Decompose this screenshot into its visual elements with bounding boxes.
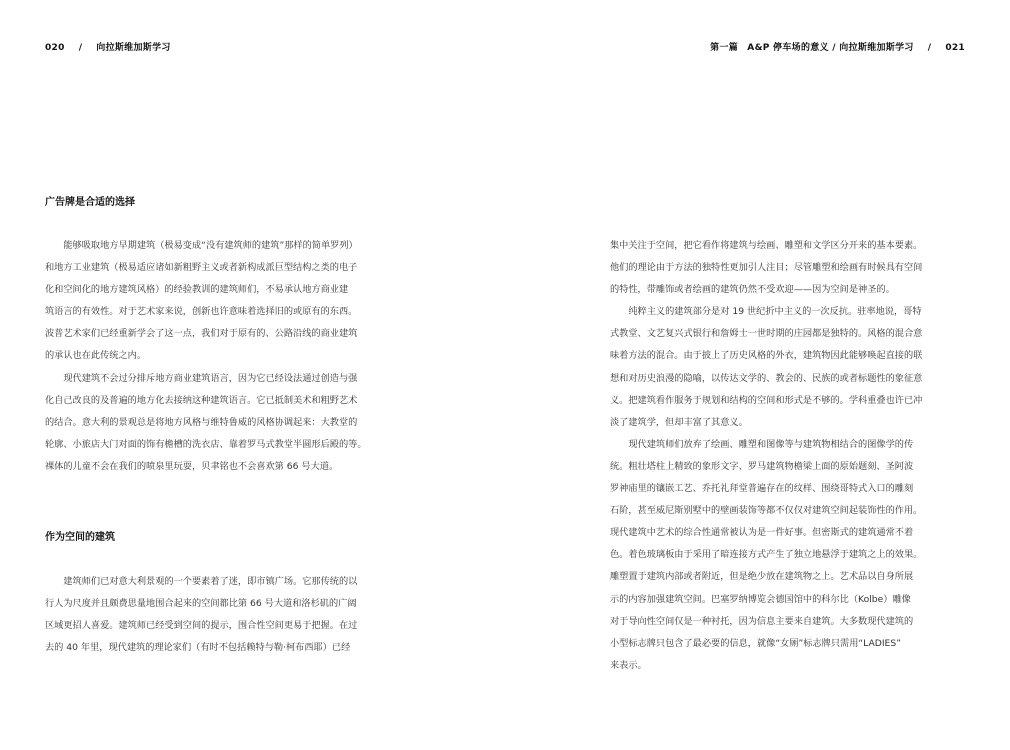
text-line: 罗神庙里的镶嵌工艺、乔托礼拜堂普遍存在的纹样、围绕哥特式入口的雕刻 [610,483,914,495]
left-page-number: 020 [45,43,65,53]
text-line: 现代建筑师们放弃了绘画、雕塑和图像等与建筑物相结合的图像学的传 [610,438,914,450]
right-page-header [710,40,965,53]
text-line: 色。着色玻璃板由于采用了暗连接方式产生了独立地悬浮于建筑之上的效果。 [610,549,923,561]
text-line: 的结合。意大利的景观总是将地方风格与维特鲁威的风格协调起来：大教堂的 [45,416,358,428]
text-line: 能够吸取地方早期建筑（极易变成“没有建筑师的建筑”那样的简单罗列） [45,240,358,251]
text-line: 的特性，带雕饰或者绘画的建筑仍然不受欢迎——因为空间是神圣的。 [610,284,895,296]
right-running-title: 第一篇 A&P 停车场的意义 / 向拉斯维加斯学习 [710,43,914,53]
text-line: 现代建筑中艺术的综合性通常被认为是一件好事。但密斯式的建筑通常不着 [610,527,914,539]
header-separator: / [927,43,932,53]
text-line: 行人为尺度并且颇费思量地围合起来的空间都比第 66 号大道和洛杉矶的广阔 [45,598,357,610]
text-line: 建筑师们已对意大利景观的一个要素着了迷，即市镇广场。它那传统的以 [45,576,358,587]
left-running-title: 向拉斯维加斯学习 [96,43,171,53]
text-line: 筑语言的有效性。对于艺术家来说，创新也许意味着选择旧的或原有的东西。 [45,306,358,318]
text-line: 裸体的儿童不会在我们的喷泉里玩耍，贝聿铭也不会喜欢第 66 号大道。 [45,460,339,472]
text-line: 的承认也在此传统之内。 [45,350,147,362]
right-page-body [610,235,965,677]
section-heading-billboards: 广告牌是合适的选择 [45,197,135,208]
section2-body [45,571,400,659]
text-line: 去的 40 年里，现代建筑的理论家们（有时不包括赖特与勒·柯布西耶）已经 [45,642,351,654]
text-line: 淡了建筑学，但却丰富了其意义。 [610,416,748,428]
text-line: 雕塑置于建筑内部或者附近，但是绝少放在建筑物之上。艺术品以自身所展 [610,571,914,583]
text-line: 区域更招人喜爱。建筑师已经受到空间的提示，围合性空间更易于把握。在过 [45,620,358,632]
text-line: 来表示。 [610,659,647,671]
text-line: 和地方工业建筑（极易适应诸如新粗野主义或者新构成派巨型结构之类的电子 [45,262,358,274]
text-line: 他们的理论由于方法的独特性更加引人注目；尽管雕塑和绘画有时候具有空间 [610,262,923,274]
text-line: 现代建筑不会过分排斥地方商业建筑语言，因为它已经设法通过创造与强 [45,372,358,384]
text-line: 石阶，甚至威尼斯别墅中的壁画装饰等都不仅仅对建筑空间起装饰性的作用。 [610,505,923,517]
text-line: 纯粹主义的建筑部分是对 19 世纪折中主义的一次反抗。驻率地说，哥特 [610,306,922,318]
text-line: 味着方法的混合。由于披上了历史风格的外衣，建筑物因此能够唤起直接的联 [610,350,923,362]
section-heading-space: 作为空间的建筑 [45,532,115,543]
text-line: 波普艺术家们已经重新学会了这一点，我们对于原有的、公路沿线的商业建筑 [45,328,358,340]
text-line: 义。把建筑看作服务于规划和结构的空间和形式是不够的。学科重叠也许已冲 [610,394,923,406]
header-separator: / [78,43,83,53]
left-page-header [45,40,171,53]
text-line: 化自己改良的及普遍的地方化去接纳这种建筑语言。它已抵制美术和粗野艺术 [45,394,358,406]
text-line: 化和空间化的地方建筑风格）的经验教训的建筑师们，不易承认地方商业建 [45,284,349,296]
text-line: 小型标志牌只包含了最必要的信息，就像“女厕”标志牌只需用“LADIES” [610,637,901,649]
text-line: 式教堂、文艺复兴式银行和詹姆士一世时期的庄园都是独特的。风格的混合意 [610,328,923,340]
text-line: 统。粗壮塔柱上精致的象形文字、罗马建筑物檐梁上面的原始题刻、圣阿波 [610,460,914,472]
text-line: 轮廓、小旅店大门对面的饰有檐槽的洗衣店、靠着罗马式教堂半圆形后殿的等。 [45,438,367,450]
text-line: 对于导向性空间仅是一种衬托，因为信息主要来自建筑。大多数现代建筑的 [610,615,914,627]
text-line: 示的内容加强建筑空间。巴塞罗纳博览会德国馆中的科尔比（Kolbe）雕像 [610,593,911,605]
section1-body [45,235,400,478]
text-line: 集中关注于空间，把它看作将建筑与绘画、雕塑和文学区分开来的基本要素。 [610,240,923,251]
right-page-number: 021 [945,43,965,53]
text-line: 想和对历史浪漫的隐喻，以传达文学的、教会的、民族的或者标题性的象征意 [610,372,923,384]
